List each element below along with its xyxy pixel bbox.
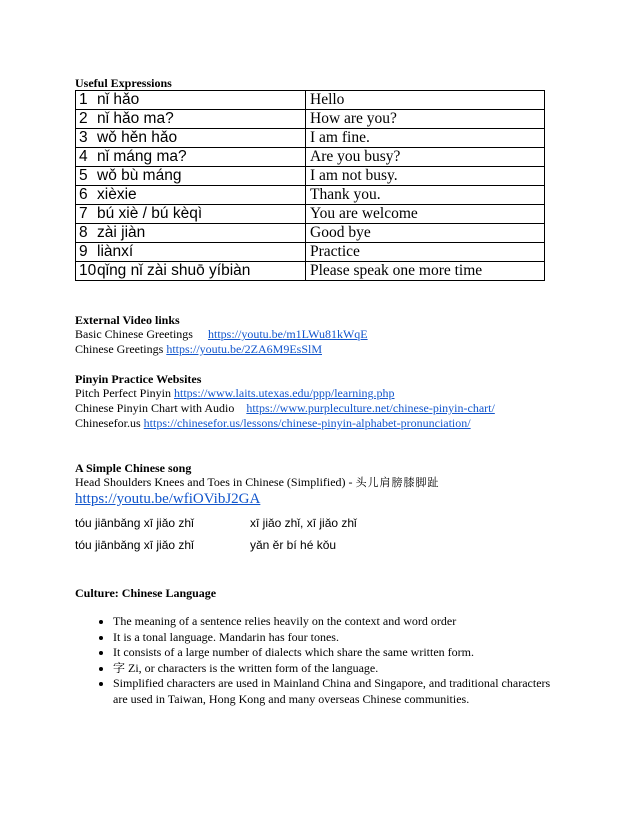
pinyin-text: nǐ hǎo ma? bbox=[97, 110, 174, 127]
song-title-chinese: 头儿肩膀膝脚趾 bbox=[355, 476, 440, 489]
pinyin-cell bbox=[76, 129, 306, 148]
english-cell: You are welcome bbox=[306, 205, 545, 224]
song-title: Head Shoulders Knees and Toes in Chinese (Simplified) - bbox=[75, 475, 353, 489]
song-video-link[interactable]: https://youtu.be/wfiOVibJ2GA bbox=[75, 491, 261, 507]
video-link-label: Chinese Greetings bbox=[75, 342, 164, 356]
pinyin-cell bbox=[76, 167, 306, 186]
document-page bbox=[75, 76, 555, 707]
pinyin-cell bbox=[76, 91, 306, 110]
lyric-left: tóu jiānbǎng xī jiǎo zhǐ bbox=[75, 515, 194, 530]
english-cell: Practice bbox=[306, 243, 545, 262]
row-number: 6 bbox=[79, 186, 88, 203]
row-number: 8 bbox=[79, 224, 88, 241]
song-link-line bbox=[75, 490, 555, 508]
bullet-item: • 字 Zi, or characters is the written form of the language. bbox=[113, 661, 555, 677]
pinyin-text: wǒ bù máng bbox=[97, 167, 182, 184]
table-row bbox=[76, 243, 545, 262]
pinyin-link-line bbox=[75, 386, 555, 401]
pinyin-cell bbox=[76, 224, 306, 243]
video-link[interactable]: https://youtu.be/2ZA6M9EsSlM bbox=[166, 342, 322, 356]
pinyin-cell bbox=[76, 243, 306, 262]
song-section bbox=[75, 461, 555, 556]
pinyin-link-label: Chinese Pinyin Chart with Audio bbox=[75, 401, 235, 415]
english-cell: Thank you. bbox=[306, 186, 545, 205]
pinyin-text: liànxí bbox=[97, 243, 134, 260]
pinyin-practice-heading: Pinyin Practice Websites bbox=[75, 372, 202, 386]
pinyin-cell bbox=[76, 186, 306, 205]
english-cell: Please speak one more time bbox=[306, 262, 545, 281]
pinyin-link-line bbox=[75, 401, 555, 416]
useful-expressions-heading: Useful Expressions bbox=[75, 76, 172, 90]
row-number: 7 bbox=[79, 205, 88, 222]
bullet-item: • Simplified characters are used in Mainland China and Singapore, and traditional characters are used in Taiwan, Hong Kong and many overseas Chinese communities. bbox=[113, 676, 555, 707]
english-cell: Good bye bbox=[306, 224, 545, 243]
row-number: 10 bbox=[79, 262, 97, 279]
table-row bbox=[76, 167, 545, 186]
culture-heading: Culture: Chinese Language bbox=[75, 586, 217, 600]
bullet-item: • The meaning of a sentence relies heavily on the context and word order bbox=[113, 614, 555, 630]
pinyin-link-label: Pitch Perfect Pinyin bbox=[75, 386, 171, 400]
pinyin-practice-section bbox=[75, 372, 555, 431]
english-cell: I am not busy. bbox=[306, 167, 545, 186]
table-row bbox=[76, 110, 545, 129]
english-cell: How are you? bbox=[306, 110, 545, 129]
row-number: 9 bbox=[79, 243, 88, 260]
video-links-section bbox=[75, 313, 555, 357]
lyric-right: yǎn ěr bí hé kǒu bbox=[250, 537, 337, 552]
table-row bbox=[76, 262, 545, 281]
pinyin-link-label: Chinesefor.us bbox=[75, 416, 141, 430]
lyric-right: xī jiǎo zhǐ, xī jiǎo zhǐ bbox=[250, 515, 357, 530]
pinyin-text: qǐng nǐ zài shuō yíbiàn bbox=[97, 262, 251, 279]
pinyin-text: bú xiè / bú kèqì bbox=[97, 205, 203, 222]
table-row bbox=[76, 205, 545, 224]
pinyin-text: xièxie bbox=[97, 186, 137, 203]
row-number: 3 bbox=[79, 129, 88, 146]
bullet-item: • It is a tonal language. Mandarin has four tones. bbox=[113, 630, 555, 646]
table-row bbox=[76, 224, 545, 243]
video-link[interactable]: https://youtu.be/m1LWu81kWqE bbox=[207, 327, 368, 341]
lyric-left: tóu jiānbǎng xī jiǎo zhǐ bbox=[75, 537, 194, 552]
table-row bbox=[76, 186, 545, 205]
pinyin-cell bbox=[76, 110, 306, 129]
song-heading: A Simple Chinese song bbox=[75, 461, 192, 475]
expressions-table bbox=[75, 90, 545, 281]
table-row bbox=[76, 148, 545, 167]
row-number: 5 bbox=[79, 167, 88, 184]
pinyin-text: nǐ máng ma? bbox=[97, 148, 187, 165]
pinyin-text: nǐ hǎo bbox=[97, 91, 140, 108]
english-cell: Are you busy? bbox=[306, 148, 545, 167]
pinyin-cell bbox=[76, 205, 306, 224]
song-title-line bbox=[75, 475, 555, 490]
bullet-item: • It consists of a large number of dialects which share the same written form. bbox=[113, 645, 555, 661]
english-cell: Hello bbox=[306, 91, 545, 110]
culture-bullet-list bbox=[75, 614, 555, 707]
culture-section bbox=[75, 586, 555, 707]
row-number: 4 bbox=[79, 148, 88, 165]
pinyin-link[interactable]: https://chinesefor.us/lessons/chinese-pinyin-alphabet-pronunciation/ bbox=[143, 416, 471, 430]
pinyin-text: zài jiàn bbox=[97, 224, 146, 241]
pinyin-link[interactable]: https://www.laits.utexas.edu/ppp/learning.php bbox=[174, 386, 395, 400]
video-link-label: Basic Chinese Greetings bbox=[75, 327, 193, 341]
row-number: 2 bbox=[79, 110, 88, 127]
video-link-line bbox=[75, 342, 555, 357]
video-link-line bbox=[75, 327, 555, 342]
table-row bbox=[76, 129, 545, 148]
english-cell: I am fine. bbox=[306, 129, 545, 148]
pinyin-text: wǒ hěn hǎo bbox=[97, 129, 178, 146]
pinyin-link-line bbox=[75, 416, 555, 431]
lyric-row bbox=[75, 534, 555, 556]
table-row bbox=[76, 91, 545, 110]
row-number: 1 bbox=[79, 91, 88, 108]
video-links-heading: External Video links bbox=[75, 313, 180, 327]
pinyin-cell bbox=[76, 148, 306, 167]
song-lyrics bbox=[75, 512, 555, 556]
pinyin-cell bbox=[76, 262, 306, 281]
lyric-row bbox=[75, 512, 555, 534]
pinyin-link[interactable]: https://www.purpleculture.net/chinese-pinyin-chart/ bbox=[246, 401, 495, 415]
